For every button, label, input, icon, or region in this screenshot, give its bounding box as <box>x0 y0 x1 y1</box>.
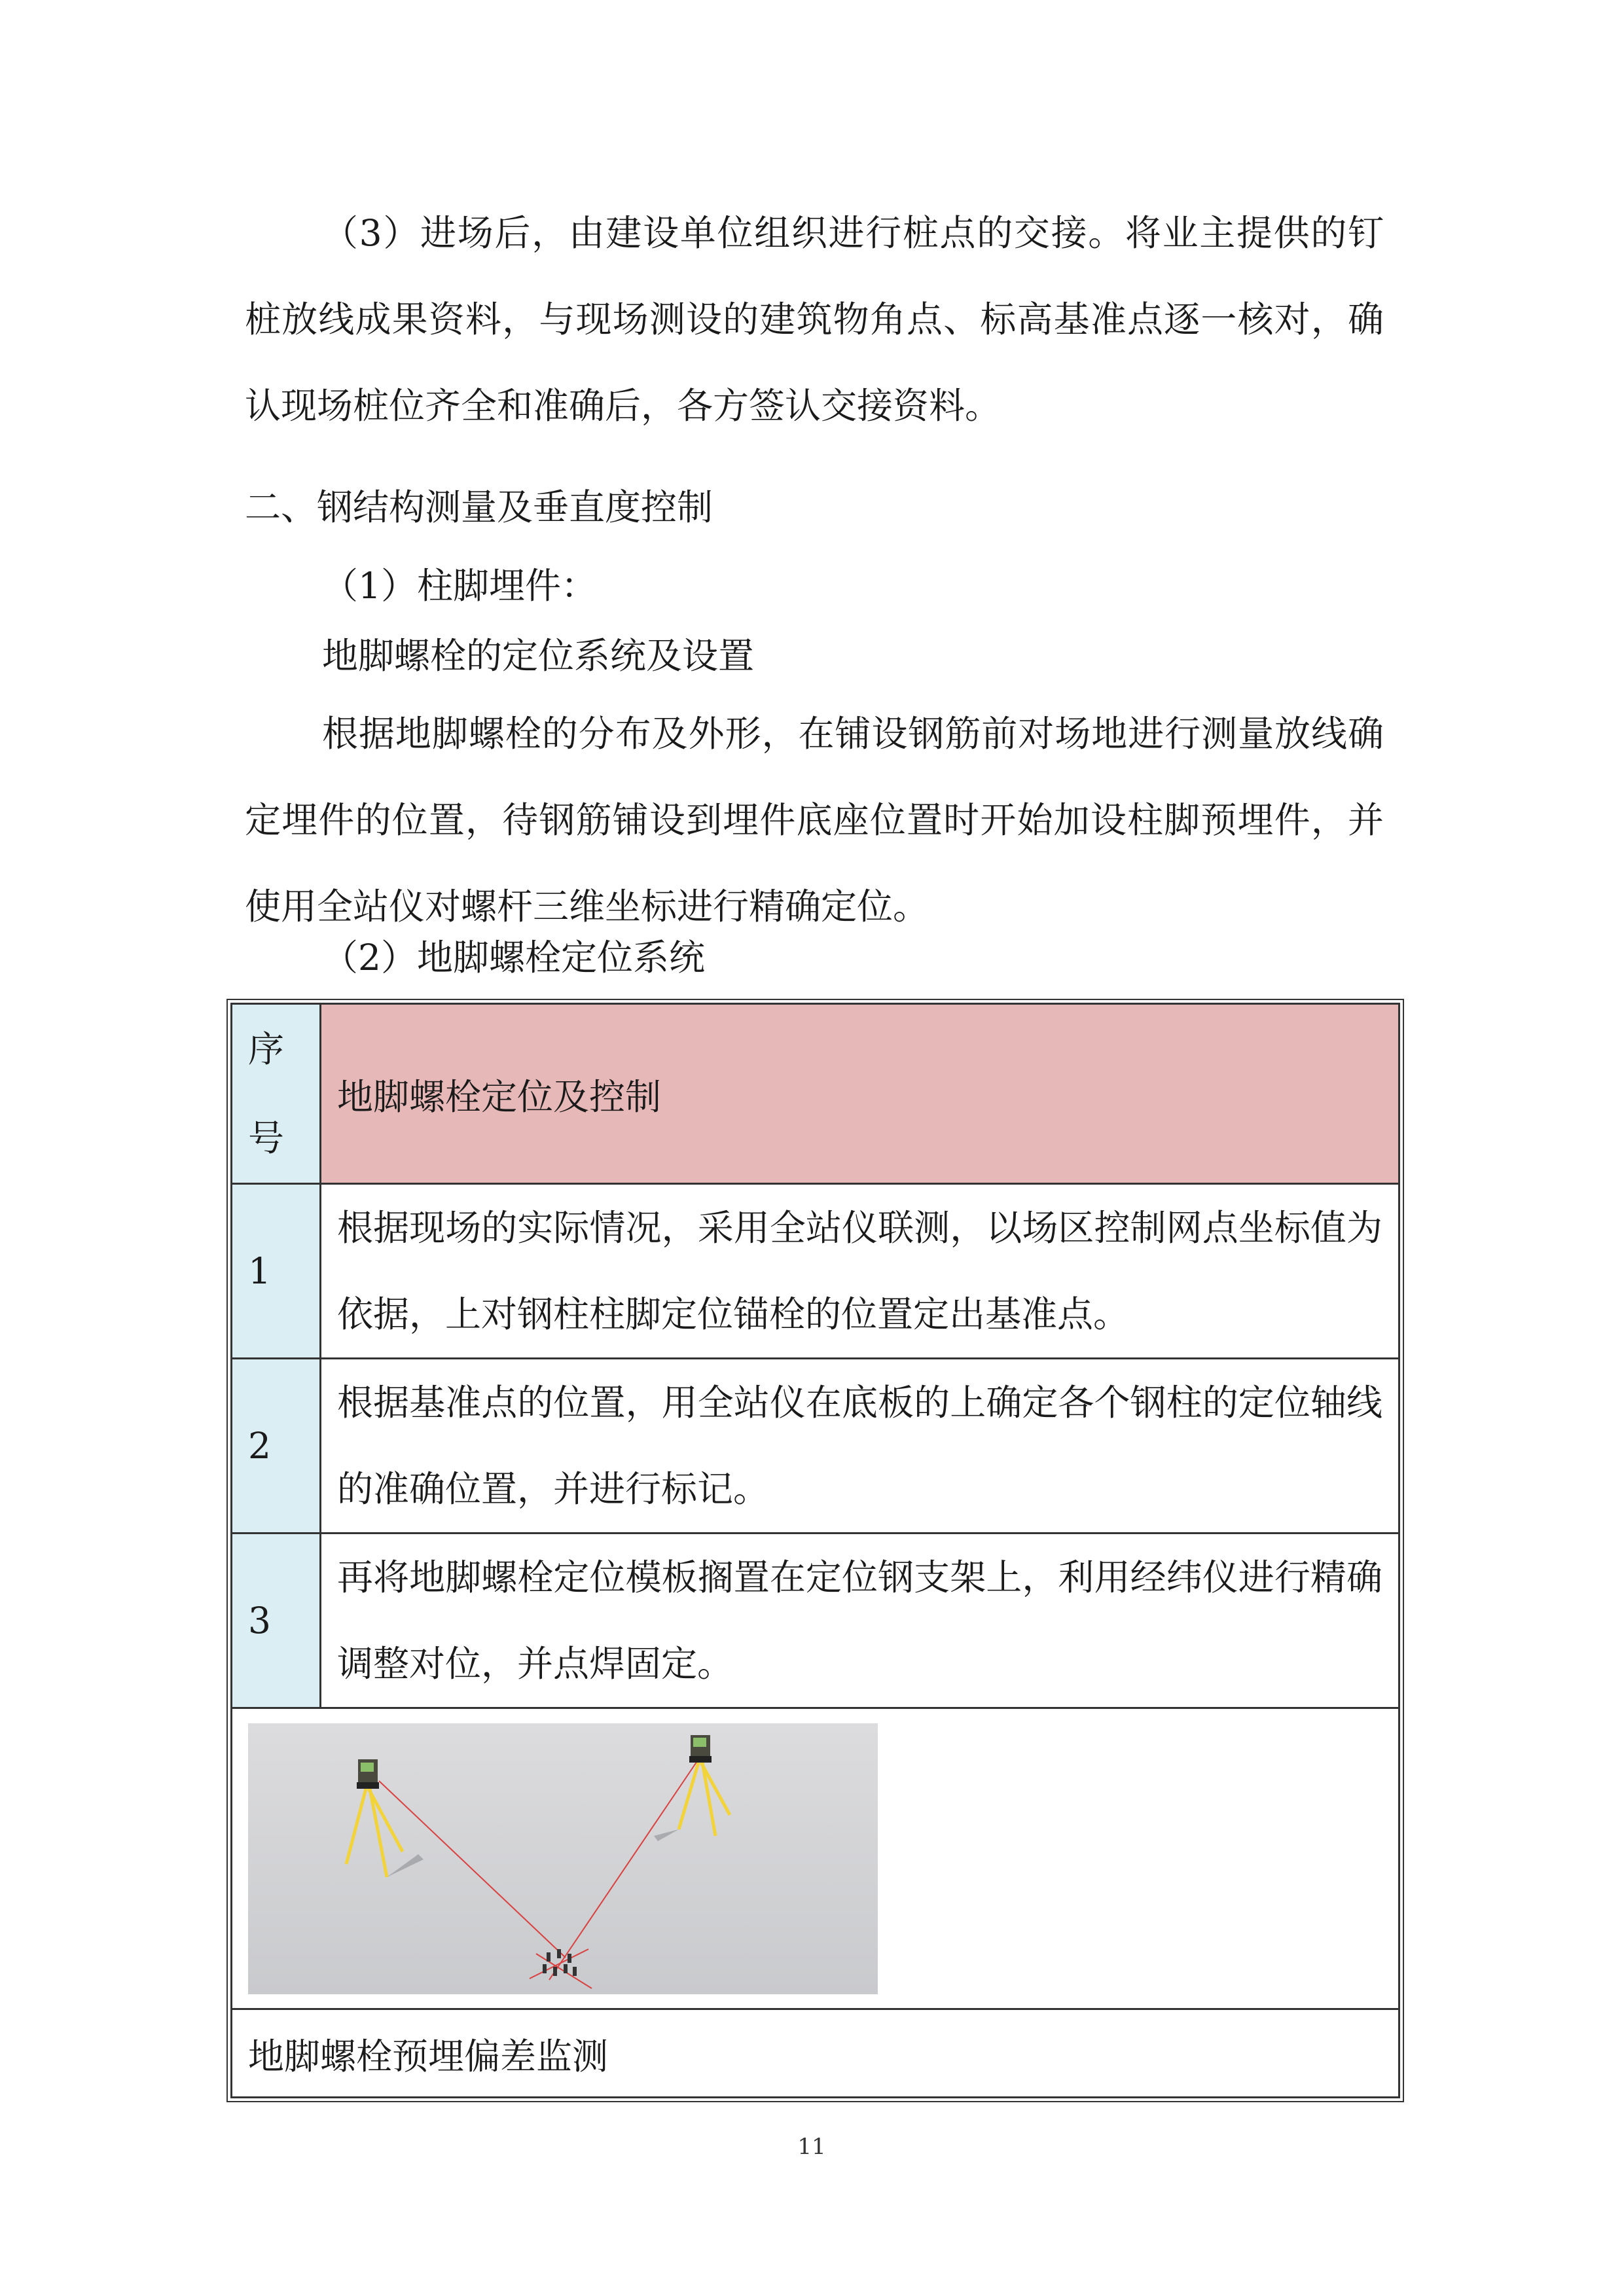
ground-plane <box>248 1723 878 1994</box>
row-text-cell: 再将地脚螺栓定位模板搁置在定位钢支架上，利用经纬仪进行精确调整对位，并点焊固定。 <box>321 1534 1399 1708</box>
image-cell <box>232 1708 1399 2009</box>
subheading-positioning-system: （2）地脚螺栓定位系统 <box>322 937 705 978</box>
header-num-cell <box>232 1004 321 1184</box>
row-num-cell: 1 <box>232 1184 321 1359</box>
header-num-label-line1: 序 <box>248 1028 285 1070</box>
subheading-anchor-bolt-system: 地脚螺栓的定位系统及设置 <box>322 635 755 677</box>
total-station-illustration <box>248 1723 878 1994</box>
table-image-row <box>232 1708 1399 2009</box>
row-num-cell: 2 <box>232 1359 321 1534</box>
table-header-row <box>232 1004 1399 1184</box>
page-number: 11 <box>797 2134 826 2160</box>
row-text-cell: 根据基准点的位置，用全站仪在底板的上确定各个钢柱的定位轴线的准确位置，并进行标记。 <box>321 1359 1399 1534</box>
table-row <box>232 1359 1399 1534</box>
anchor-bolt-table <box>230 1003 1400 2098</box>
header-num-label-line2: 号 <box>248 1117 285 1159</box>
subheading-column-foot: （1）柱脚埋件： <box>322 565 597 607</box>
table-row <box>232 1184 1399 1359</box>
caption-cell: 地脚螺栓预埋偏差监测 <box>232 2009 1399 2098</box>
section-heading: 二、钢结构测量及垂直度控制 <box>245 486 713 528</box>
paragraph-anchor-bolt-description: 根据地脚螺栓的分布及外形，在铺设钢筋前对场地进行测量放线确定埋件的位置，待钢筋铺设到埋件底座位置时开始加设柱脚预埋件，并使用全站仪对螺杆三维坐标进行精确定位。 <box>245 713 1384 927</box>
table-caption-row <box>232 2009 1399 2098</box>
header-title-cell: 地脚螺栓定位及控制 <box>321 1004 1399 1184</box>
paragraph-pile-handover: （3）进场后，由建设单位组织进行桩点的交接。将业主提供的钉桩放线成果资料，与现场测设的建筑物角点、标高基准点逐一核对，确认现场桩位齐全和准确后，各方签认交接资料。 <box>245 212 1384 427</box>
row-text-cell: 根据现场的实际情况，采用全站仪联测，以场区控制网点坐标值为依据，上对钢柱柱脚定位锚栓的位置定出基准点。 <box>321 1184 1399 1359</box>
table-row <box>232 1534 1399 1708</box>
row-num-cell: 3 <box>232 1534 321 1708</box>
